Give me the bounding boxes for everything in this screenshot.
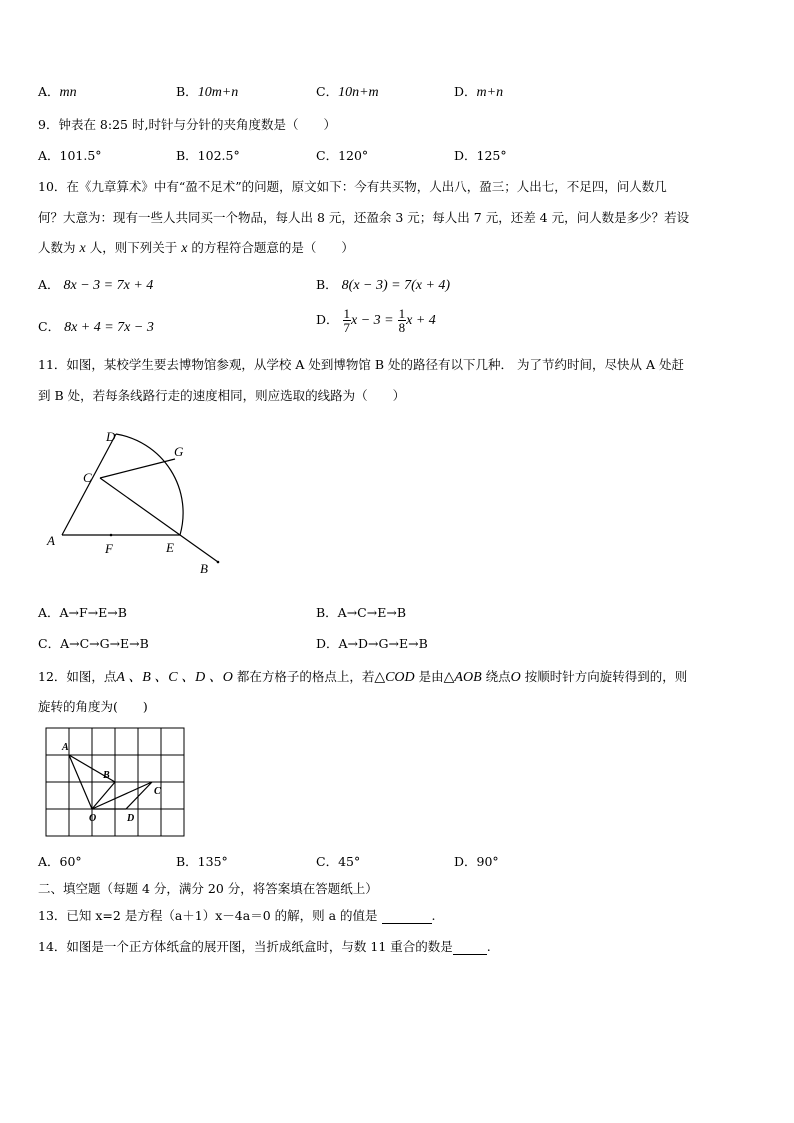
label-point-e: E <box>166 540 174 555</box>
fraction-one-eighth: $\frac{1}{8}$ <box>398 306 406 335</box>
q9-option-b: B．102.5° <box>176 148 240 163</box>
q14-answer-blank[interactable] <box>453 939 487 955</box>
label-grid-b: B <box>103 770 110 781</box>
q8-option-d: D．m+n <box>454 84 504 100</box>
label-point-c: C <box>83 470 92 485</box>
q10-option-a: A． 8x − 3 = 7x + 4 <box>38 277 154 293</box>
q13-stem: 13．已知 x=2 是方程（a＋1）x－4a＝0 的解，则 a 的值是 . <box>38 908 436 923</box>
q8-option-c: C．10n+m <box>316 84 379 100</box>
q9-option-a: A．101.5° <box>38 148 102 163</box>
q11-route-figure <box>40 420 240 580</box>
q10-stem-line1: 10．在《九章算术》中有“盈不足术”的问题，原文如下：今有共买物，人出八，盈三；人出七，不足四，问人数几 <box>38 179 667 194</box>
q13-answer-blank[interactable] <box>382 908 432 924</box>
q10-option-b: B． 8(x − 3) = 7(x + 4) <box>316 277 451 293</box>
q14-stem: 14．如图是一个正方体纸盒的展开图，当折成纸盒时，与数 11 重合的数是 . <box>38 939 491 954</box>
label-point-g: G <box>174 444 184 459</box>
label-point-d: D <box>106 429 116 444</box>
q10-option-d: D． $\frac{1}{7}$ x − 3 = $\frac{1}{8}$ x + 4 <box>316 306 436 335</box>
q12-option-a: A．60° <box>38 854 82 869</box>
label-grid-d: D <box>127 813 135 824</box>
q12-option-c: C．45° <box>316 854 361 869</box>
label-grid-o: O <box>89 813 97 824</box>
q12-stem-line1: 12．如图，点A 、B 、C 、D 、O 都在方格子的格点上，若△COD 是由△AOB 绕点O 按顺时针方向旋转得到的，则 <box>38 669 688 685</box>
label-point-b: B <box>200 561 208 576</box>
q10-stem-line2: 何？大意为：现有一些人共同买一个物品，每人出 8 元，还盈余 3 元；每人出 7 元，还差 4 元，问人数是多少？若设 <box>38 210 690 225</box>
q11-stem-line1: 11．如图，某校学生要去博物馆参观，从学校 A 处到博物馆 B 处的路径有以下几种． 为了节约时间，尽快从 A 处赶 <box>38 357 684 372</box>
q9-option-d: D．125° <box>454 148 507 163</box>
fraction-one-seventh: $\frac{1}{7}$ <box>343 306 351 335</box>
q12-option-b: B．135° <box>176 854 228 869</box>
q9-option-c: C．120° <box>316 148 369 163</box>
q8-option-b: B．10m+n <box>176 84 239 100</box>
q12-grid-figure <box>44 726 188 840</box>
section-heading-fill-in: 二、填空题（每题 4 分，满分 20 分，将答案填在答题纸上） <box>38 881 378 896</box>
label-grid-c: C <box>154 786 161 797</box>
label-point-f: F <box>105 541 113 556</box>
q11-stem-line2: 到 B 处，若每条线路行走的速度相同，则应选取的线路为（ ） <box>38 388 406 403</box>
q11-option-b: B．A→C→E→B <box>316 605 407 620</box>
q11-option-c: C．A→C→G→E→B <box>38 636 149 651</box>
label-point-a: A <box>47 533 55 548</box>
q11-option-d: D．A→D→G→E→B <box>316 636 428 651</box>
q10-stem-line3: 人数为 x 人，则下列关于 x 的方程符合题意的是（ ） <box>38 240 354 256</box>
q10-option-c: C． 8x + 4 = 7x − 3 <box>38 319 154 335</box>
q8-option-a: A．mn <box>38 84 77 100</box>
q12-option-d: D．90° <box>454 854 499 869</box>
label-grid-a: A <box>62 742 69 753</box>
q11-option-a: A．A→F→E→B <box>38 605 127 620</box>
q9-stem: 9．钟表在 8:25 时,时针与分针的夹角度数是（ ） <box>38 117 336 132</box>
q12-stem-line2: 旋转的角度为( ) <box>38 699 148 714</box>
